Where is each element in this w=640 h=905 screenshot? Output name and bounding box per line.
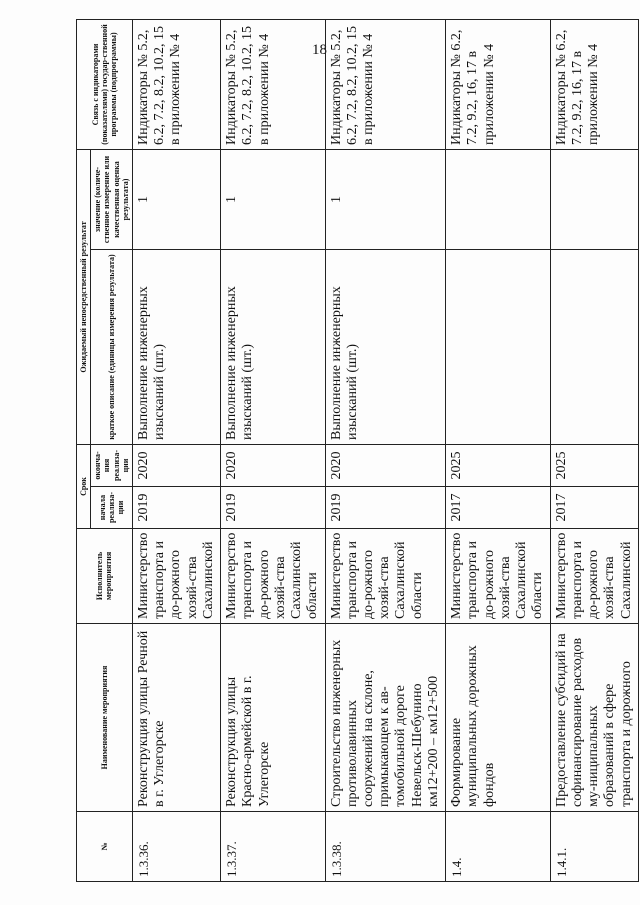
row-num: 1.4.: [446, 812, 550, 882]
header-result: Ожидаемый непосредственный результат: [77, 150, 91, 445]
header-term-start: начала реализа-ции: [91, 487, 133, 529]
header-name: Наименование мероприятия: [77, 624, 133, 812]
header-link: Связь с индикаторами (показателями) государ-ственной программы (подпрограммы): [77, 20, 133, 150]
row-executor: Министерство транспорта и до-рожного хозяй-ства Сахалинской области: [221, 529, 325, 624]
header-result-value: значение (количе-ственное измерение или качественная оценка результата): [91, 150, 133, 250]
row-value: [446, 150, 550, 250]
row-desc: Выполнение инженерных изысканий (шт.): [221, 250, 325, 445]
header-executor: Исполнитель мероприятия: [77, 529, 133, 624]
row-link: Индикаторы № 5.2, 6.2, 7.2, 8.2, 10.2, 15 в приложении № 4: [132, 20, 220, 150]
header-row-1: [77, 20, 91, 882]
row-link: Индикаторы № 6.2, 7.2, 9.2, 16, 17 в приложении № 4: [550, 20, 638, 150]
row-desc: [550, 250, 638, 445]
page-number: 18: [312, 42, 327, 58]
row-end: 2020: [132, 445, 220, 487]
row-start: 2019: [325, 487, 446, 529]
row-end: 2025: [550, 445, 638, 487]
row-link: Индикаторы № 6.2, 7.2, 9.2, 16, 17 в приложении № 4: [446, 20, 550, 150]
rotated-table-wrapper: [76, 20, 634, 882]
header-num: №: [77, 812, 133, 882]
row-desc: Выполнение инженерных изысканий (шт.): [325, 250, 446, 445]
row-start: 2019: [221, 487, 325, 529]
row-num: 1.4.1.: [550, 812, 638, 882]
row-executor: Министерство транспорта и до-рожного хозяй-ства Сахалинской: [132, 529, 220, 624]
header-result-desc: краткое описание (единицы измерения результата): [91, 250, 133, 445]
row-executor: Министерство транспорта и до-рожного хозяй-ства Сахалинской области: [325, 529, 446, 624]
row-name: Реконструкция улицы Красно-армейской в г. Углегорске: [221, 624, 325, 812]
row-start: 2017: [550, 487, 638, 529]
row-value: 1: [325, 150, 446, 250]
row-end: 2020: [221, 445, 325, 487]
measures-table: [76, 19, 639, 882]
row-desc: [446, 250, 550, 445]
row-executor: Министерство транспорта и до-рожного хозяй-ства Сахалинской: [550, 529, 638, 624]
header-term-end: оконча-ния реализа-ции: [91, 445, 133, 487]
row-value: [550, 150, 638, 250]
row-end: 2025: [446, 445, 550, 487]
row-name: Предоставление субсидий на софинансирование расходов му-ниципальных образований в сфере транспорта и дорожного: [550, 624, 638, 812]
row-link: Индикаторы № 5.2, 6.2, 7.2, 8.2, 10.2, 15 в приложении № 4: [221, 20, 325, 150]
header-term: Срок: [77, 445, 91, 529]
row-value: 1: [132, 150, 220, 250]
row-num: 1.3.36.: [132, 812, 220, 882]
row-name: Формирование муниципальных дорожных фондов: [446, 624, 550, 812]
row-executor: Министерство транспорта и до-рожного хозяй-ства Сахалинской области: [446, 529, 550, 624]
row-start: 2019: [132, 487, 220, 529]
row-desc: Выполнение инженерных изысканий (шт.): [132, 250, 220, 445]
table-row: [325, 20, 446, 882]
row-name: Строительство инженерных противолавинных сооружений на склоне, примыкающем к ав-томобильной дороге Невельск-Шебунино км12+200 – км12+500: [325, 624, 446, 812]
row-name: Реконструкция улицы Речной в г. Углегорске: [132, 624, 220, 812]
table-row: [221, 20, 325, 882]
row-end: 2020: [325, 445, 446, 487]
row-num: 1.3.38.: [325, 812, 446, 882]
row-link: Индикаторы № 5.2, 6.2, 7.2, 8.2, 10.2, 15 в приложении № 4: [325, 20, 446, 150]
table-row: [446, 20, 550, 882]
row-num: 1.3.37.: [221, 812, 325, 882]
row-value: 1: [221, 150, 325, 250]
row-start: 2017: [446, 487, 550, 529]
table-row: [132, 20, 220, 882]
table-row: [550, 20, 638, 882]
